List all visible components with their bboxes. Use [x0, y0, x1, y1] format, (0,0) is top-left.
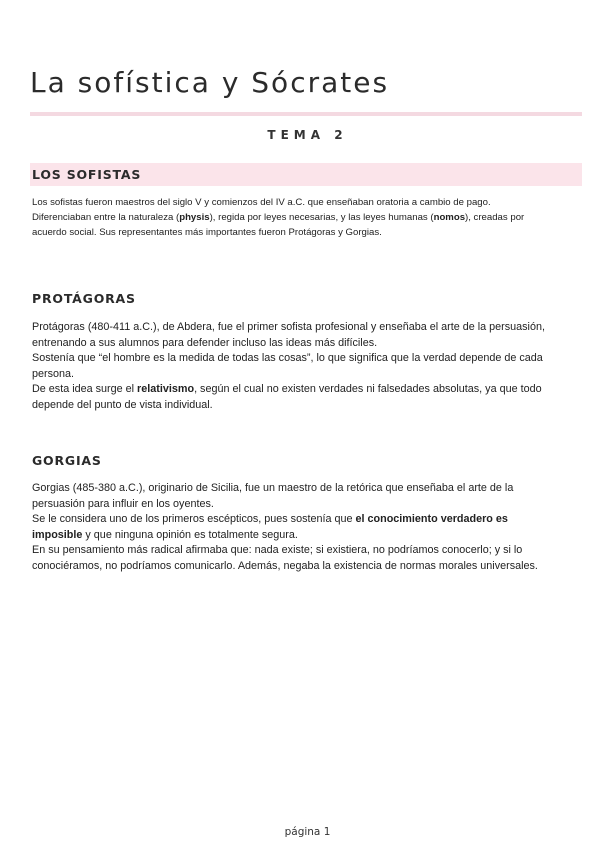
text-segment: persona.	[32, 367, 75, 380]
text-segment: y que ninguna opinión es totalmente segura.	[82, 528, 298, 541]
text-line	[32, 497, 572, 513]
text-line	[32, 543, 572, 559]
text-line	[32, 559, 572, 575]
text-line	[32, 512, 572, 528]
text-segment: Protágoras (480-411 a.C.), de Abdera, fue el primer sofista profesional y enseñaba el arte de la persuasión,	[32, 321, 545, 333]
bold-term: relativismo	[137, 383, 195, 395]
text-line	[32, 367, 572, 383]
text-line	[32, 320, 572, 336]
text-segment: En su pensamiento más radical afirmaba que: nada existe; si existiera, no podríamos conocerlo; y si lo	[32, 544, 523, 556]
text-segment: Los sofistas fueron maestros del siglo V y comienzos del IV a.C. que enseñaban oratoria a cambio de pago.	[32, 197, 491, 208]
section-heading-gorgias: GORGIAS	[32, 453, 102, 468]
bold-term: el conocimiento verdadero es	[355, 513, 508, 525]
text-segment: acuerdo social. Sus representantes más importantes fueron Protágoras y Gorgias.	[32, 227, 382, 238]
section-heading-protagoras: PROTÁGORAS	[32, 291, 136, 306]
section-heading-sofistas: LOS SOFISTAS	[32, 167, 142, 182]
text-segment: ), regida por leyes necesarias, y las leyes humanas (	[209, 212, 434, 223]
text-line	[32, 398, 572, 414]
text-line	[32, 225, 562, 240]
page-number: página 1	[284, 826, 331, 838]
bold-term: physis	[179, 212, 210, 223]
text-line	[32, 336, 572, 352]
text-segment: entrenando a sus alumnos para defender incluso las ideas más difíciles.	[32, 336, 378, 349]
section-body-sofistas	[32, 195, 562, 240]
topic-label: TEMA 2	[267, 128, 348, 142]
text-segment: persuasión para influir en los oyentes.	[32, 497, 214, 510]
text-segment: Se le considera uno de los primeros escépticos, pues sostenía que	[32, 513, 356, 525]
text-segment: ), creadas por	[465, 212, 525, 223]
text-line	[32, 382, 572, 398]
section-body-gorgias	[32, 481, 572, 574]
text-segment: depende del punto de vista individual.	[32, 398, 213, 411]
text-line	[32, 351, 572, 367]
section-body-protagoras	[32, 320, 572, 413]
text-segment: Sostenía que “el hombre es la medida de todas las cosas”, lo que significa que la verdad depende de cada	[32, 352, 543, 364]
text-segment: De esta idea surge el	[32, 383, 138, 395]
text-line	[32, 528, 572, 544]
page-title: La sofística y Sócrates	[30, 66, 390, 99]
title-divider	[30, 112, 582, 116]
text-segment: , según el cual no existen verdades ni falsedades absolutas, ya que todo	[194, 383, 542, 395]
text-segment: Gorgias (485-380 a.C.), originario de Sicilia, fue un maestro de la retórica que enseñaba el arte de la	[32, 482, 514, 494]
bold-term: nomos	[433, 212, 466, 223]
text-line	[32, 195, 562, 210]
bold-term: imposible	[32, 528, 83, 541]
text-segment: conociéramos, no podríamos comunicarlo. Además, negaba la existencia de normas morales universales.	[32, 559, 538, 572]
text-segment: Diferenciaban entre la naturaleza (	[32, 212, 180, 223]
text-line	[32, 481, 572, 497]
text-line	[32, 210, 562, 225]
